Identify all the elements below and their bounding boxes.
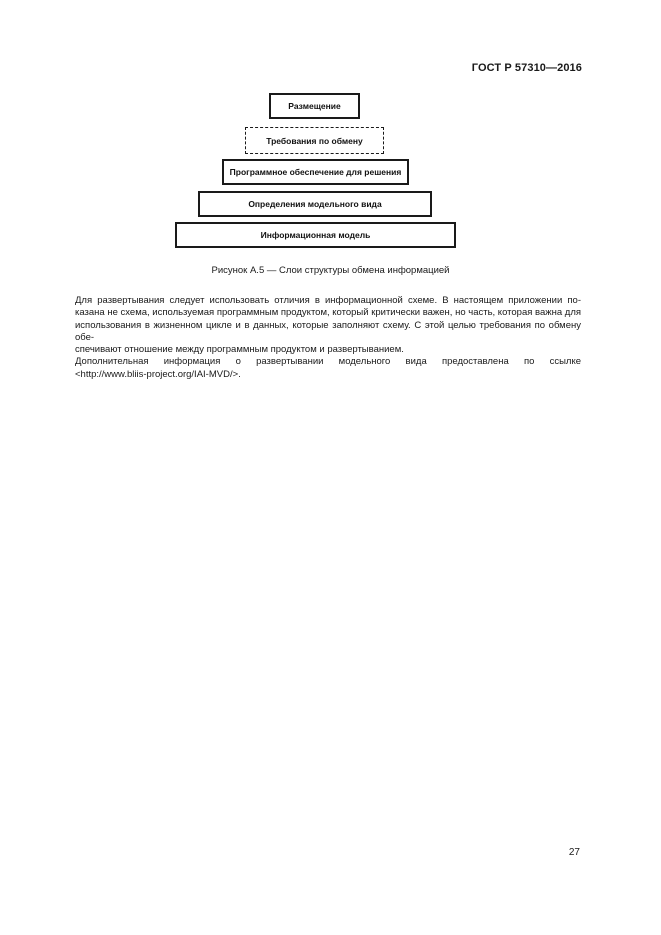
text-line: Дополнительная информация о развертывании модельного вида предоставлена по ссылке (75, 356, 581, 368)
page-number: 27 (568, 847, 580, 858)
paragraph (75, 356, 581, 381)
layer-placement (269, 93, 360, 119)
text-line: <http://www.bliis-project.org/IAI-MVD/>. (75, 368, 241, 380)
text-line: Для развертывания следует использовать отличия в информационной схеме. В настоящем приложении по- (75, 295, 581, 306)
text-line: спечивают отношение между программным продуктом и развертыванием. (75, 344, 404, 356)
layer-model-view-definitions (198, 191, 432, 217)
text-line: использования в жизненном цикле и в данных, которые заполняют схему. С этой целью требования по обмену обе- (75, 319, 581, 343)
layer-label: Требования по обмену (266, 135, 363, 146)
layer-label: Размещение (288, 101, 341, 111)
layer-label: Программное обеспечение для решения (229, 167, 402, 177)
figure-caption: Рисунок А.5 — Слои структуры обмена информацией (211, 265, 450, 276)
layer-label: Определения модельного вида (248, 199, 382, 209)
paragraph (75, 295, 581, 356)
text-line: казана не схема, используемая программным продуктом, который критически важен, но часть, которая важна для (75, 307, 582, 319)
layer-exchange-requirements (245, 127, 384, 154)
layer-information-model (175, 222, 456, 248)
body-text (75, 295, 581, 381)
layer-label: Информационная модель (260, 230, 371, 240)
document-code: ГОСТ Р 57310—2016 (471, 62, 582, 74)
layer-solution-software (222, 159, 409, 185)
